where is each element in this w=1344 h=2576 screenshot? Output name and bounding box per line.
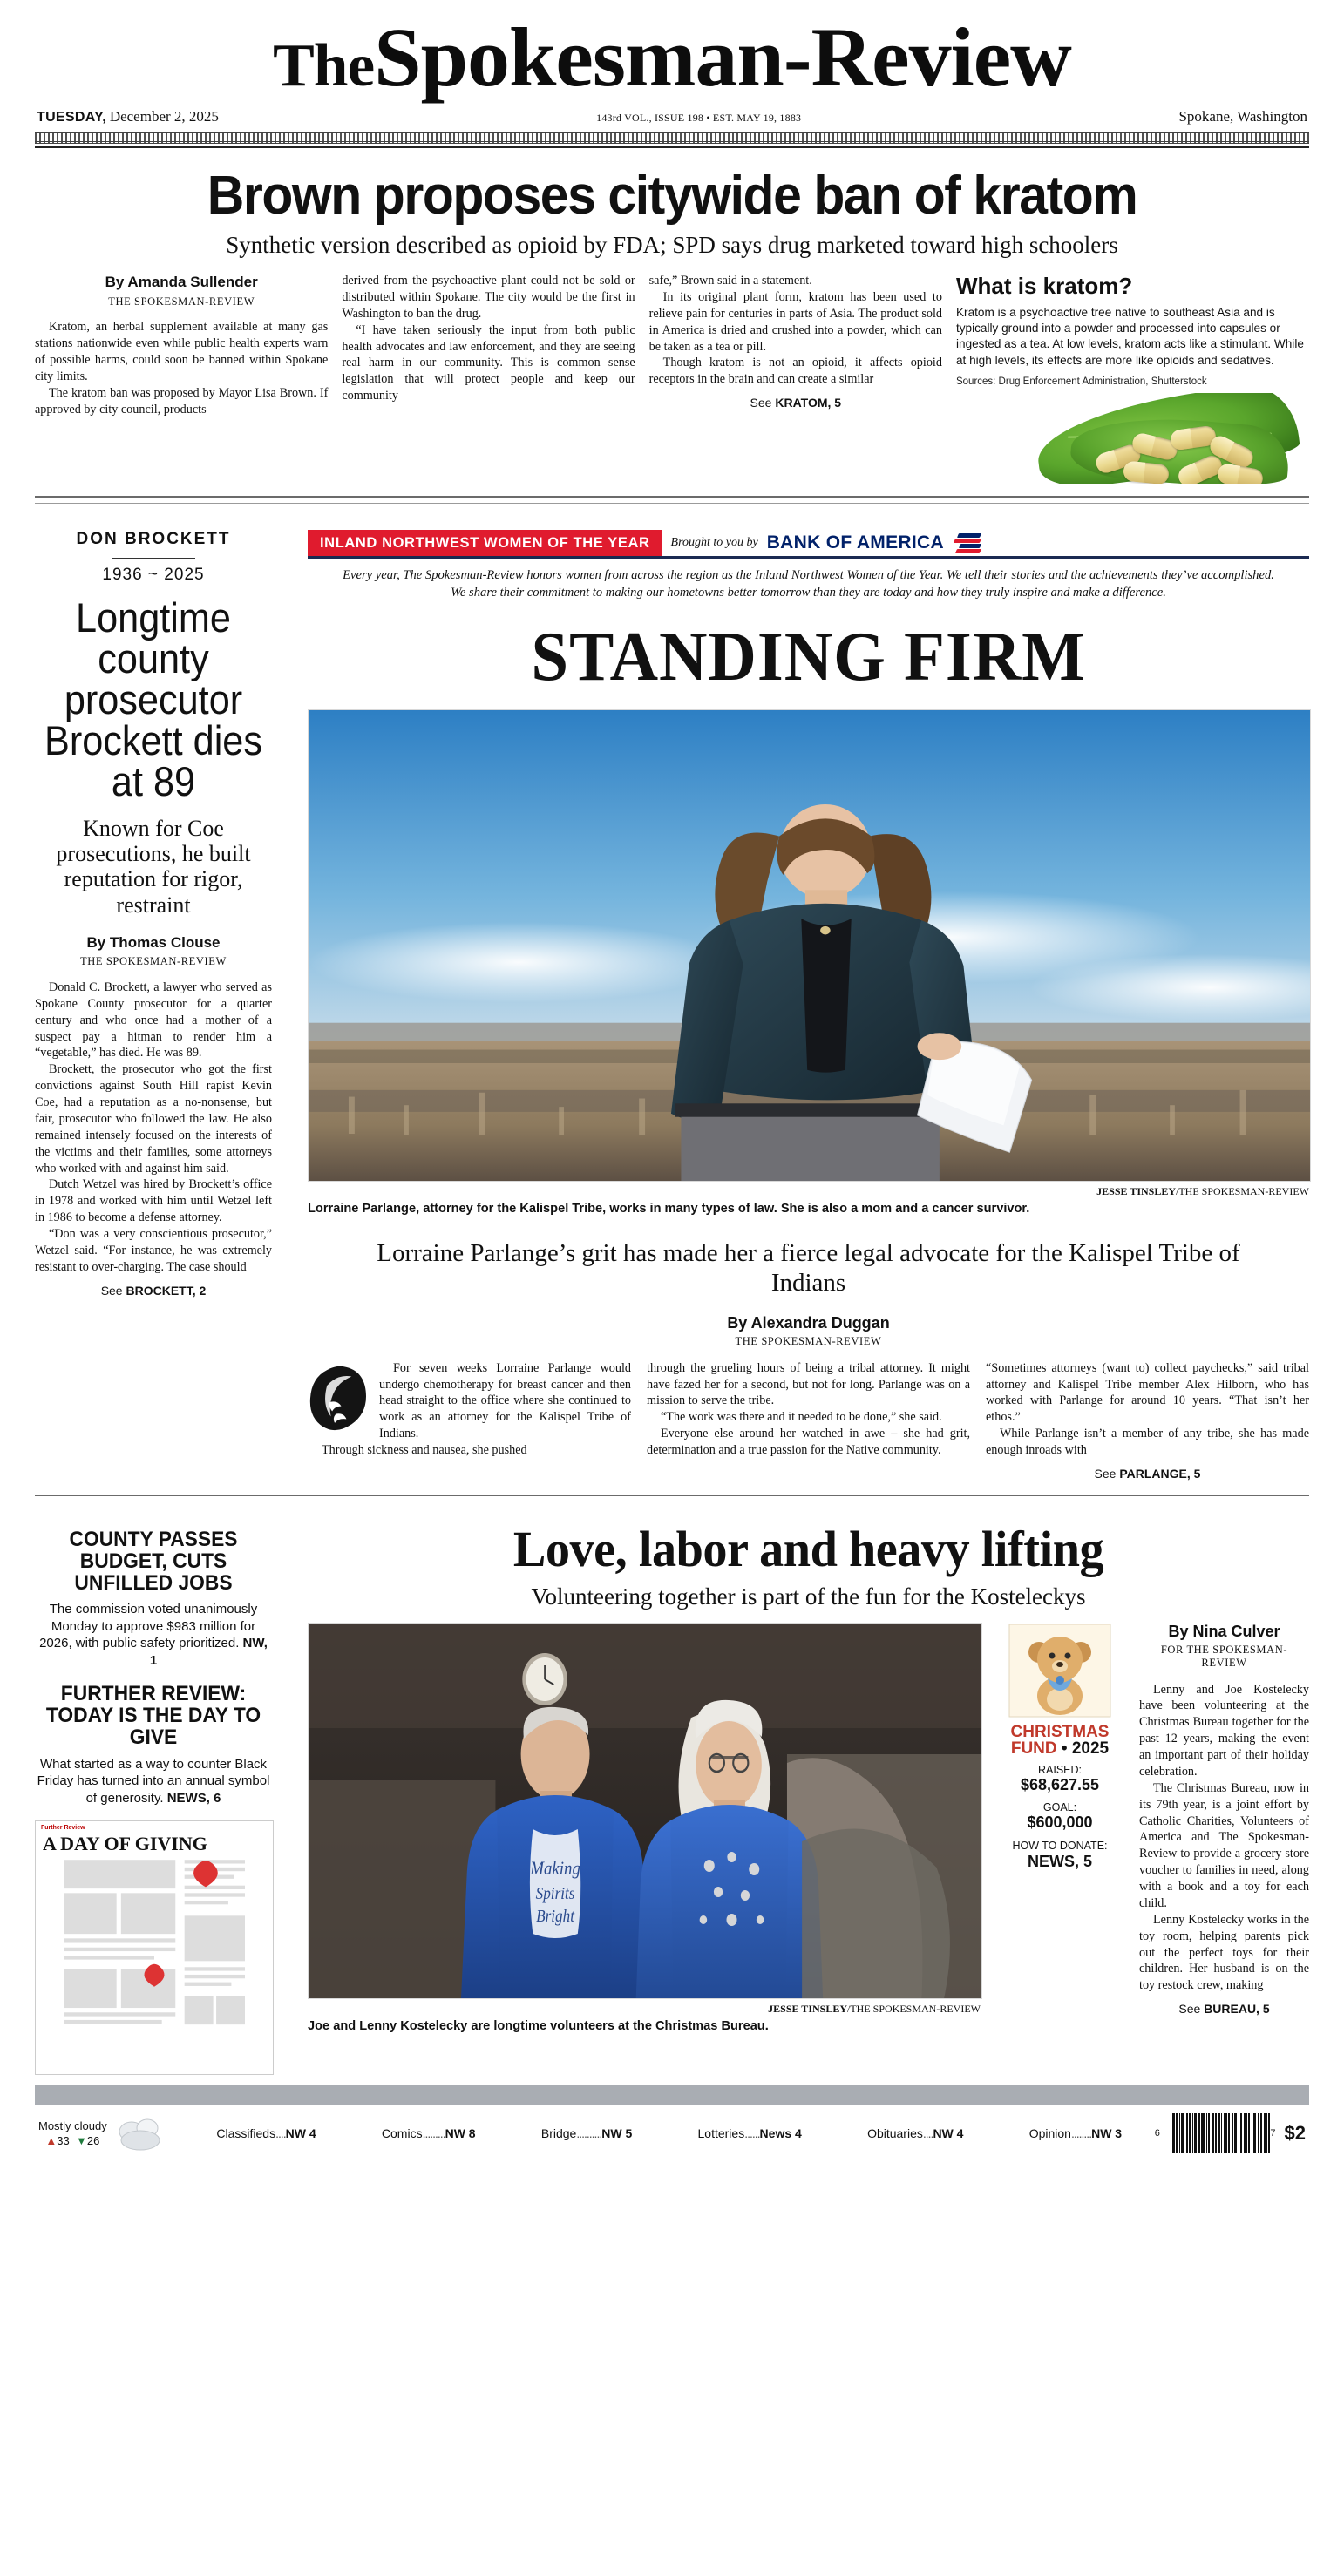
index-dots: .......... [576,2126,602,2141]
temp-low: 26 [86,2134,100,2148]
jump-target: KRATOM, 5 [775,396,842,410]
cloud-icon [114,2116,168,2151]
section-rule-2 [35,1495,1309,1502]
brief-item[interactable] [35,1529,272,1670]
index-item[interactable] [541,2126,632,2140]
paragraph: Through sickness and nausea, she pushed [322,1443,527,1458]
index-label: Opinion [1028,2126,1071,2141]
index-item[interactable] [698,2126,802,2140]
obit-jumpline[interactable] [35,1283,272,1299]
section-index [168,2126,1155,2140]
page-thumbnail-promo[interactable] [35,1820,274,2075]
paragraph: through the grueling hours of being a tribal attorney. It might have fazed her for a second, but not for long. Parlange was on a mission to serve the tribe. [647,1360,970,1408]
brief-body [35,1601,272,1669]
paragraph: The Christmas Bureau, now in its 79th year, is a joint effort by Catholic Charities, Volunteers of America and The Spokesman-Review to provide a grocery store voucher to families in need, along with a book and a toy for each child. [1139,1780,1309,1910]
brief-ref: NEWS, 6 [166,1790,221,1806]
fund-title-line2: FUND [1010,1739,1057,1758]
index-item[interactable] [382,2126,476,2140]
index-dots: ......... [422,2126,445,2141]
index-ref: NW 5 [601,2126,633,2141]
index-ref: NW 3 [1091,2126,1123,2141]
weather-condition: Mostly cloudy [38,2118,107,2132]
obit-headline: Longtime county prosecutor Brockett dies at 89 [44,594,262,805]
bottom-body [1139,1682,1309,2017]
paragraph: Though kratom is not an opioid, it affects opioid receptors in the brain and can create a similar [648,356,942,387]
nameplate-the: The [273,32,375,99]
index-label: Comics [381,2126,423,2141]
feature-rail [288,512,1309,1481]
footer-bar [35,2085,1309,2105]
feature-photo-credit [308,1185,1309,1198]
paragraph: Dutch Wetzel was hired by Brockett’s office in 1978 and worked with him until Wetzel left in 1986 to become a defense attorney. [35,1177,272,1225]
paragraph: “Don was a very conscientious prosecutor,” Wetzel said. “For instance, he was extremely resistant to over-charging. The case should [35,1227,272,1274]
woty-banner [308,530,1309,556]
jump-see: See [1094,1466,1117,1481]
bottom-photo-caption: Joe and Lenny Kostelecky are longtime volunteers at the Christmas Bureau. [308,2018,769,2033]
paragraph: Kratom, an herbal supplement available at many gas stations nationwide even while public health experts warn of possible harms, could soon be banned within Spokane city limits. [35,320,329,383]
newsstand-price: $2 [1284,2122,1306,2145]
thumb-title: A DAY OF GIVING [43,1833,207,1855]
obit-body [35,933,272,1299]
ornament-rule [35,132,1309,144]
lead-columns [35,273,1309,484]
bottom-byline: By Nina Culver [1168,1622,1280,1640]
jump-see: See [1178,2002,1201,2017]
temp-low-arrow: ▼ [75,2134,87,2148]
nameplate-title: Spokesman-Review [374,10,1071,104]
kratom-photo [956,393,1309,484]
index-ref: News 4 [759,2126,802,2141]
index-label: Bridge [540,2126,577,2141]
woty-underline [308,556,1309,559]
feature-byline-org: THE SPOKESMAN-REVIEW [735,1334,882,1347]
index-dots: .... [922,2126,933,2141]
paragraph: “I have taken seriously the input from both public health advocates and law enforcement, and they are seeing real harm in our community. This is common sense legislation that will protect people and keep our community [342,322,635,403]
paragraph: Lenny Kostelecky works in the toy room, helping parents pick out the perfect toys for their children. Her husband is on the toy restock crew, making [1139,1912,1309,1993]
bottom-text-col [1139,1623,1309,2034]
credit-org: /THE SPOKESMAN-REVIEW [847,2002,981,2015]
index-dots: .... [275,2126,286,2141]
lead-jumpline[interactable] [649,395,942,411]
barcode-digit-left: 6 [1154,2128,1160,2139]
index-dots: ........ [1070,2126,1092,2141]
paragraph: Donald C. Brockett, a lawyer who served as Spokane County prosecutor for a quarter century and who once had a mother of a suspect pay a hitman to render him a “vegetable,” has died. He was 89. [35,980,272,1061]
index-label: Obituaries [867,2126,923,2141]
jump-see: See [750,396,772,410]
feature-kicker: STANDING FIRM [531,618,1086,695]
feature-body [308,1360,1309,1482]
fund-goal-value: $600,000 [1027,1813,1093,1831]
brief-item[interactable] [35,1683,272,1807]
credit-photographer: JESSE TINSLEY [1096,1184,1176,1197]
feature-photo-wrap [308,709,1309,1217]
index-ref: NW 4 [285,2126,316,2141]
capsule-group [1087,423,1261,484]
jump-see: See [100,1283,123,1298]
dateline-volume: 143rd VOL., ISSUE 198 • EST. MAY 19, 1883 [596,112,802,124]
paragraph: safe,” Brown said in a statement. [648,274,812,288]
brief-text: What started as a way to counter Black Friday has turned into an annual symbol of generosity. [37,1756,270,1806]
paragraph: “The work was there and it needed to be done,” she said. [661,1410,942,1425]
brief-ref: NW, 1 [149,1636,268,1668]
paragraph: The kratom ban was proposed by Mayor Lisa Brown. If approved by city council, products [35,385,329,417]
kostelecky-story [288,1515,1309,2076]
bottom-byline-org: FOR THE SPOKESMAN-REVIEW [1160,1643,1288,1669]
credit-org: /THE SPOKESMAN-REVIEW [1176,1184,1309,1197]
sponsor-name: BANK OF AMERICA [766,532,944,553]
section-rule [35,496,1309,504]
bottom-deck: Volunteering together is part of the fun for the Kosteleckys [531,1583,1086,1610]
bank-of-america-flag-icon [951,532,981,553]
bottom-section [35,1515,1309,2076]
woty-blurb: Every year, The Spokesman-Review honors women from across the region as the Inland Northwest Women of the Year. We tell their stories and the achievements they’ve accomplished. We share their commitment to making our hometowns better tomorrow than they are today and how they truly inspire and make a difference. [343,568,1274,600]
feature-jumpline[interactable] [986,1466,1309,1482]
weather-block[interactable] [38,2116,168,2151]
bottom-jumpline[interactable] [1139,2001,1309,2017]
briefs-rail [35,1515,288,2076]
fund-how-value[interactable]: NEWS, 5 [1027,1852,1092,1870]
mid-section [35,512,1309,1481]
barcode-digit-right: 7 [1270,2128,1276,2139]
feature-column-3 [986,1360,1309,1482]
fund-how-label: HOW TO DONATE: [1012,1839,1108,1852]
weather-text-block [38,2118,107,2149]
fund-title-line1: CHRISTMAS [1010,1722,1110,1741]
paragraph: For seven weeks Lorraine Parlange would undergo chemotherapy for breast cancer and then head straight to the office where she continued to work as an attorney for the Kalispel Tribe of Indians. [379,1360,631,1441]
paragraph: derived from the psychoactive plant could not be sold or distributed within Spokane. The city would be the first in Washington to ban the drug. [342,274,635,321]
thumb-kicker: Further Review [41,1825,85,1832]
dateline-day: TUESDAY, [37,110,107,125]
index-ref: NW 8 [445,2126,476,2141]
index-label: Classifieds [216,2126,276,2141]
obit-name: DON BROCKETT [76,530,231,549]
temp-high: 33 [57,2134,70,2148]
feature-byline: By Alexandra Duggan [727,1313,890,1332]
lead-byline-org: THE SPOKESMAN-REVIEW [108,295,255,308]
factbox-body: Kratom is a psychoactive tree native to southeast Asia and is typically ground into a powder and processed into capsules or ingested as a tea. At low levels, kratom acts like a stimulant. While at high levels, its effects are more like opioids and sedatives. [955,306,1304,367]
christmas-fund-box [994,1623,1125,2034]
feature-photo-caption: Lorraine Parlange, attorney for the Kalispel Tribe, works in many types of law. She is also a mom and a cancer survivor. [308,1201,1030,1216]
obit-byline-org: THE SPOKESMAN-REVIEW [80,955,227,968]
fund-goal-label: GOAL: [1042,1800,1077,1813]
bottom-headline: Love, labor and heavy lifting [512,1520,1104,1577]
obit-byline: By Thomas Clouse [86,933,221,951]
index-item[interactable] [1029,2126,1122,2140]
credit-photographer: JESSE TINSLEY [768,2002,847,2015]
temp-high-arrow: ▲ [45,2134,58,2148]
svg-text:Bright: Bright [536,1906,574,1926]
index-item[interactable] [867,2126,963,2140]
index-label: Lotteries [697,2126,745,2141]
bottom-photo-credit [308,2003,981,2016]
fund-year: • 2025 [1061,1739,1110,1758]
obit-deck: Known for Coe prosecutions, he built reputation for rigor, restraint [56,816,251,918]
jump-target: BUREAU, 5 [1204,2002,1270,2017]
obit-divider [112,558,195,559]
barcode-block [1155,2113,1306,2153]
fund-raised-label: RAISED: [1037,1763,1082,1776]
masthead [0,0,1344,148]
feature-deck: Lorraine Parlange’s grit has made her a fierce legal advocate for the Kalispel Tribe of Indians [377,1238,1240,1297]
factbox-title: What is kratom? [955,273,1133,300]
kratom-factbox [956,273,1309,484]
obituary-rail [35,512,288,1481]
lead-column-1 [35,273,328,484]
brief-body [35,1756,272,1807]
lead-column-2 [342,273,635,484]
feature-column-1 [308,1360,631,1482]
index-dots: ...... [744,2126,760,2141]
paragraph: While Parlange isn’t a member of any tribe, she has made enough inroads with [986,1427,1309,1458]
paragraph: “Sometimes attorneys (want to) collect paychecks,” said tribal attorney and Kalispel Tribe member Alex Hilborn, who has worked with Parlange for around 10 years. “That isn’t her ethos.” [986,1360,1309,1425]
brief-headline: COUNTY PASSES BUDGET, CUTS UNFILLED JOBS [69,1527,238,1595]
barcode [1172,2113,1271,2153]
index-ref: NW 4 [933,2126,964,2141]
lead-headline: Brown proposes citywide ban of kratom [207,166,1137,226]
obit-years: 1936 ~ 2025 [102,566,205,585]
nameplate [22,10,1321,104]
bottom-columns [308,1623,1309,2034]
bottom-photo [308,1623,982,1999]
footer [0,2105,1344,2153]
paragraph: Everyone else around her watched in awe – she had grit, determination and a true passion for the Native community. [647,1427,970,1458]
jump-target: BROCKETT, 2 [126,1283,207,1298]
lead-deck: Synthetic version described as opioid by FDA; SPD says drug marketed toward high schoolers [226,232,1118,258]
fund-title [994,1724,1125,1757]
paragraph: In its original plant form, kratom has been used to relieve pain for centuries in parts of Asia. The product sold in America is dried and crushed into a powder, which can be taken as a tea or pill. [648,289,942,354]
fund-raised-value: $68,627.55 [1020,1775,1100,1793]
jump-target: PARLANGE, 5 [1119,1466,1201,1481]
feature-photo [308,709,1311,1182]
brief-headline: FURTHER REVIEW: TODAY IS THE DAY TO GIVE [45,1682,261,1750]
woty-brought-by: Brought to you by [670,536,758,550]
paragraph: Lenny and Joe Kostelecky have been volunteering at the Christmas Bureau together for the past 12 years, making the event an important part of their holiday celebration. [1139,1682,1309,1779]
brief-text: The commission voted unanimously Monday to approve $983 million for 2026, with public safety prioritized. [39,1602,258,1651]
dateline-city: Spokane, Washington [1178,108,1307,125]
lead-column-3 [649,273,942,484]
bottom-photo-col [308,1623,981,2034]
svg-text:Spirits: Spirits [535,1883,575,1903]
factbox-sources: Sources: Drug Enforcement Administration, Shutterstock [955,376,1207,387]
paragraph: Brockett, the prosecutor who got the first convictions against South Hill rapist Kevin Coe, had a reputation as a no-nonsense, but fair, prosecutor who followed the law. He also remained intensely focused on the interests of the victims and their families, some attorneys who worked with and against him said. [35,1062,272,1176]
index-item[interactable] [216,2126,316,2140]
lead-story-section [0,148,1344,2075]
woman-silhouette-icon [308,1362,372,1434]
svg-text:Making: Making [530,1858,580,1879]
feature-column-2 [647,1360,970,1482]
teddy-bear-icon [1008,1623,1112,1718]
dateline-date: December 2, 2025 [109,108,219,125]
woty-tag: INLAND NORTHWEST WOMEN OF THE YEAR [308,530,662,556]
lead-byline: By Amanda Sullender [105,274,258,291]
